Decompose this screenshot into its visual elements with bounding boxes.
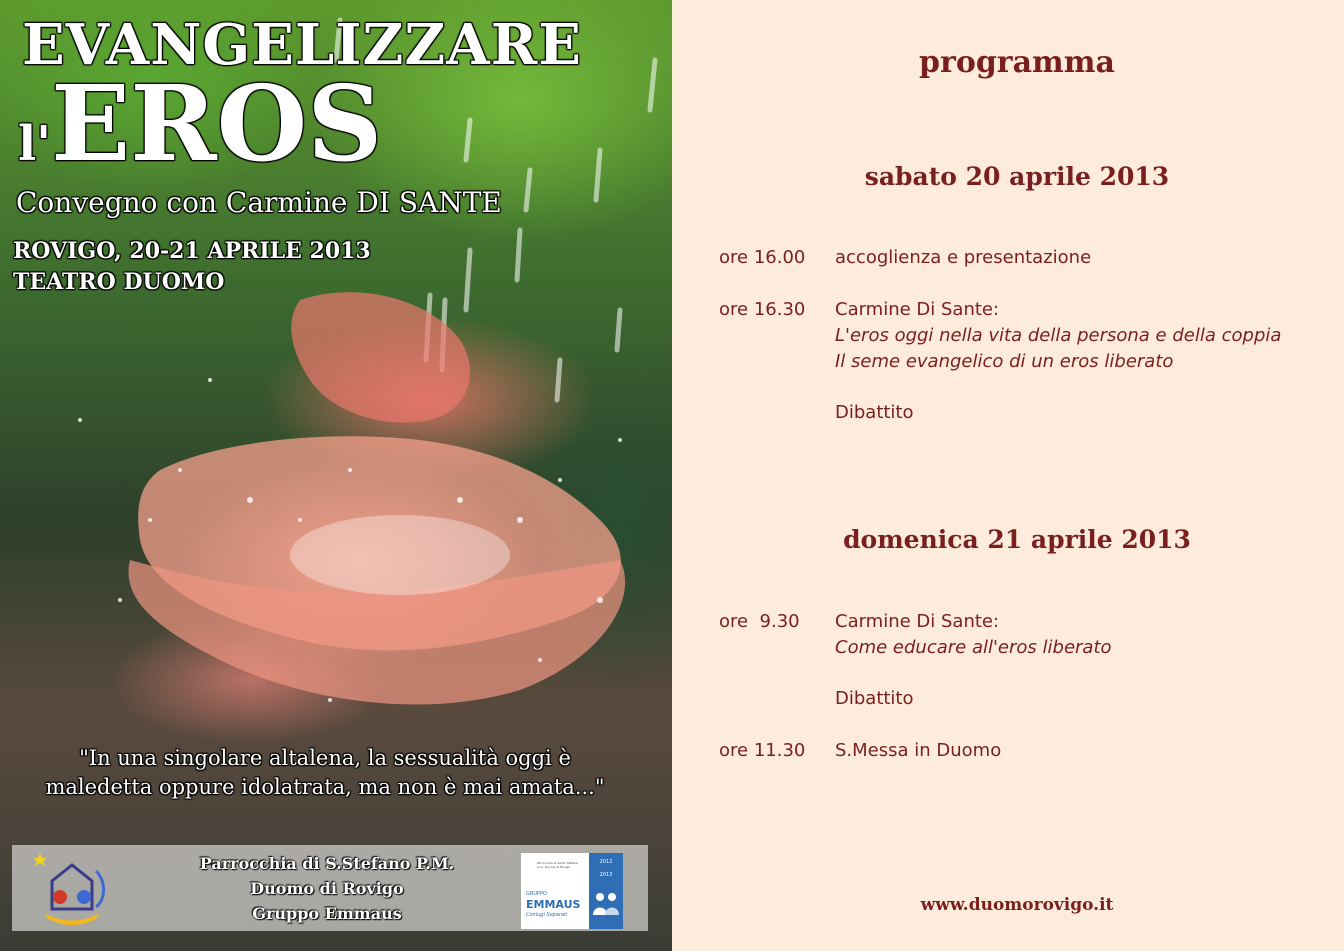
poster-footer: [12, 845, 648, 931]
day1-item2-time: ore 16.30: [719, 299, 806, 320]
day1-item1-time: ore 16.00: [719, 247, 806, 268]
footer-organizers: [142, 851, 512, 926]
people-icon: [591, 889, 621, 917]
emmaus-logo-small-text: Parrocchia di Santo Stefano p.m. Duomo di Rovigo: [537, 861, 579, 869]
footer-line-3: Gruppo Emmaus: [252, 904, 402, 923]
footer-line-1: Parrocchia di S.Stefano P.M.: [199, 854, 455, 873]
day2-item1-time: ore 9.30: [719, 611, 800, 632]
day-1-heading: sabato 20 aprile 2013: [864, 162, 1170, 191]
emmaus-logo-sub: Coniugi Separati: [526, 912, 568, 918]
emmaus-year-2: 2013: [599, 872, 613, 878]
parrocchia-logo-icon: [32, 851, 112, 927]
poster-quote: [0, 744, 650, 802]
poster-title-main: EROS: [50, 62, 383, 185]
day2-item2-desc: Dibattito: [835, 688, 914, 709]
day2-item1-topic: Come educare all'eros liberato: [835, 637, 1112, 658]
day2-item1-speaker: Carmine Di Sante:: [835, 611, 1000, 632]
poster-subtitle: Convegno con Carmine DI SANTE: [16, 186, 502, 219]
footer-line-2: Duomo di Rovigo: [250, 879, 404, 898]
poster-place-line-1: ROVIGO, 20-21 APRILE 2013: [13, 238, 371, 264]
poster-quote-line-2: maledetta oppure idolatrata, ma non è mai amata...": [45, 775, 605, 799]
poster-title-line-1: EVANGELIZZARE: [22, 12, 582, 78]
day1-item2-topic-1: L'eros oggi nella vita della persona e della coppia: [835, 325, 1282, 346]
day-2-heading: domenica 21 aprile 2013: [843, 525, 1191, 554]
website-link[interactable]: www.duomorovigo.it: [920, 895, 1114, 915]
day2-item3-time: ore 11.30: [719, 740, 806, 761]
emmaus-logo-years: [589, 853, 623, 929]
poster-place-line-2: TEATRO DUOMO: [13, 269, 225, 295]
poster-quote-line-1: "In una singolare altalena, la sessualità oggi è: [79, 746, 571, 770]
day1-item1-desc: accoglienza e presentazione: [835, 247, 1092, 268]
day1-item2-speaker: Carmine Di Sante:: [835, 299, 1000, 320]
program-title: programma: [919, 45, 1115, 80]
poster-title-line-2: [18, 62, 383, 196]
emmaus-year-1: 2012: [599, 859, 613, 865]
day1-item3-desc: Dibattito: [835, 402, 914, 423]
emmaus-logo-name: EMMAUS: [526, 898, 581, 911]
emmaus-logo: [521, 853, 623, 929]
program-panel: [672, 0, 1344, 951]
emmaus-logo-group: GRUPPO: [526, 891, 547, 897]
poster-title-prefix: l': [18, 116, 51, 172]
day1-item2-topic-2: Il seme evangelico di un eros liberato: [835, 351, 1174, 372]
day2-item3-desc: S.Messa in Duomo: [835, 740, 1002, 761]
poster-place: [13, 236, 371, 298]
